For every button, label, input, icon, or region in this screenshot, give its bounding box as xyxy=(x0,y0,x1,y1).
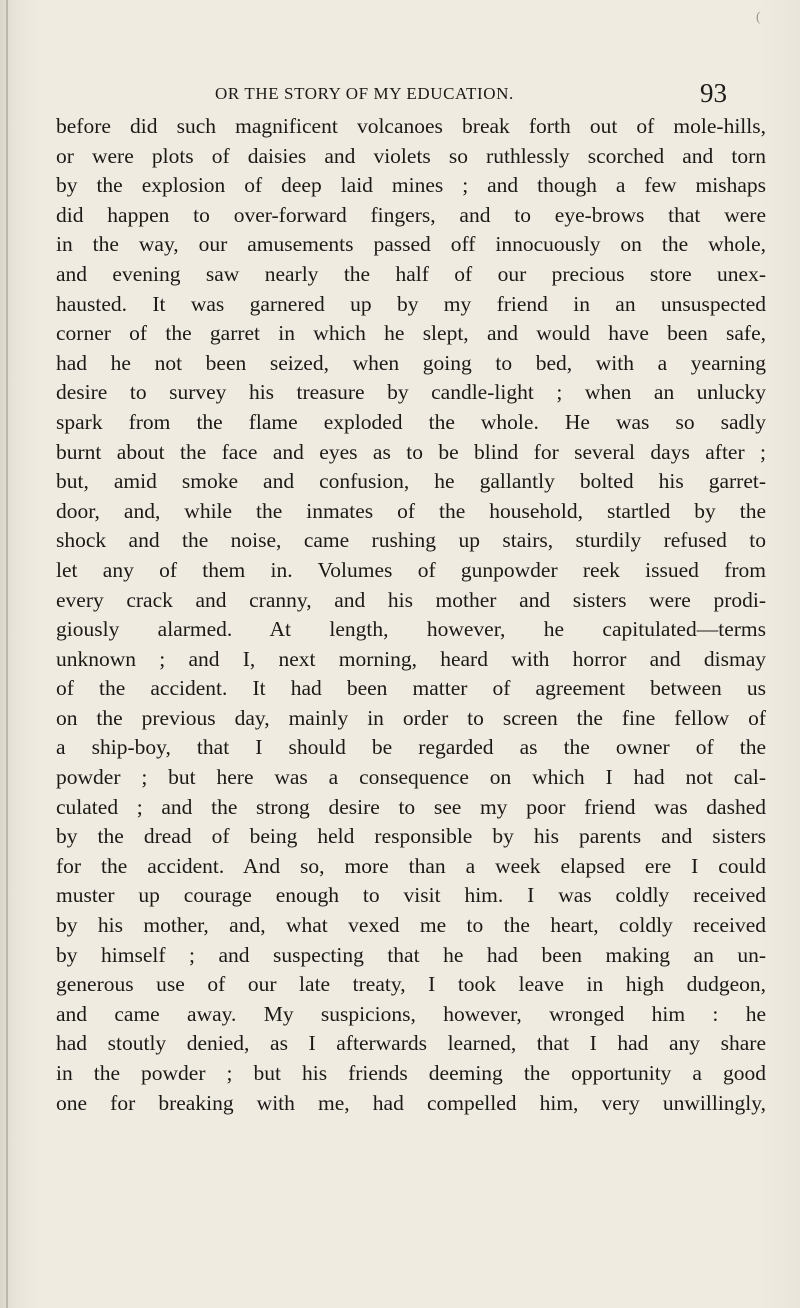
text-line: one for breaking with me, had compelled him, very unwillingly, xyxy=(56,1090,766,1115)
text-line: had he not been seized, when going to bed, with a yearning xyxy=(56,350,766,375)
text-line: spark from the flame exploded the whole. He was so sadly xyxy=(56,409,766,434)
text-line: unknown ; and I, next morning, heard with horror and dismay xyxy=(56,646,766,671)
text-line: did happen to over-forward fingers, and to eye-brows that were xyxy=(56,202,766,227)
text-line: hausted. It was garnered up by my friend in an unsuspected xyxy=(56,291,766,316)
page-header xyxy=(0,78,800,110)
binding-gutter xyxy=(6,0,8,1308)
body-text xyxy=(56,112,766,1118)
text-line: desire to survey his treasure by candle-light ; when an unlucky xyxy=(56,380,766,405)
text-line: culated ; and the strong desire to see my poor friend was dashed xyxy=(56,794,766,819)
text-line: in the way, our amusements passed off innocuously on the whole, xyxy=(56,232,766,257)
text-line: on the previous day, mainly in order to screen the fine fellow of xyxy=(56,705,766,730)
running-head: OR THE STORY OF MY EDUCATION. xyxy=(215,84,514,103)
text-line: a ship-boy, that I should be regarded as the owner of the xyxy=(56,735,766,760)
text-line: giously alarmed. At length, however, he capitulated—terms xyxy=(56,617,766,642)
text-line: door, and, while the inmates of the household, startled by the xyxy=(56,498,766,523)
text-line: of the accident. It had been matter of agreement between us xyxy=(56,676,766,701)
text-line: let any of them in. Volumes of gunpowder reek issued from xyxy=(56,557,766,582)
text-line: burnt about the face and eyes as to be blind for several days after ; xyxy=(56,439,766,464)
text-line: in the powder ; but his friends deeming the opportunity a good xyxy=(56,1061,766,1085)
text-line: and evening saw nearly the half of our precious store unex- xyxy=(56,261,766,286)
text-line: corner of the garret in which he slept, and would have been safe, xyxy=(56,321,766,346)
text-line: generous use of our late treaty, I took leave in high dudgeon, xyxy=(56,972,766,997)
text-line: by the dread of being held responsible by his parents and sisters xyxy=(56,824,766,849)
corner-mark: ( xyxy=(756,10,761,25)
text-line: before did such magnificent volcanoes break forth out of mole-hills, xyxy=(56,114,766,138)
text-line: but, amid smoke and confusion, he gallantly bolted his garret- xyxy=(56,469,766,494)
text-line: powder ; but here was a consequence on which I had not cal- xyxy=(56,765,766,790)
text-line: had stoutly denied, as I afterwards learned, that I had any share xyxy=(56,1031,766,1056)
text-line: muster up courage enough to visit him. I was coldly received xyxy=(56,883,766,908)
text-line: for the accident. And so, more than a week elapsed ere I could xyxy=(56,853,766,878)
text-line: by his mother, and, what vexed me to the heart, coldly received xyxy=(56,913,766,938)
text-line: and came away. My suspicions, however, wronged him : he xyxy=(56,1001,766,1026)
text-line: every crack and cranny, and his mother and sisters were prodi- xyxy=(56,587,766,612)
text-line: by himself ; and suspecting that he had been making an un- xyxy=(56,942,766,967)
text-line: by the explosion of deep laid mines ; and though a few mishaps xyxy=(56,173,766,198)
text-line: or were plots of daisies and violets so ruthlessly scorched and torn xyxy=(56,143,766,168)
page-number: 93 xyxy=(700,78,727,108)
text-line: shock and the noise, came rushing up stairs, sturdily refused to xyxy=(56,528,766,553)
